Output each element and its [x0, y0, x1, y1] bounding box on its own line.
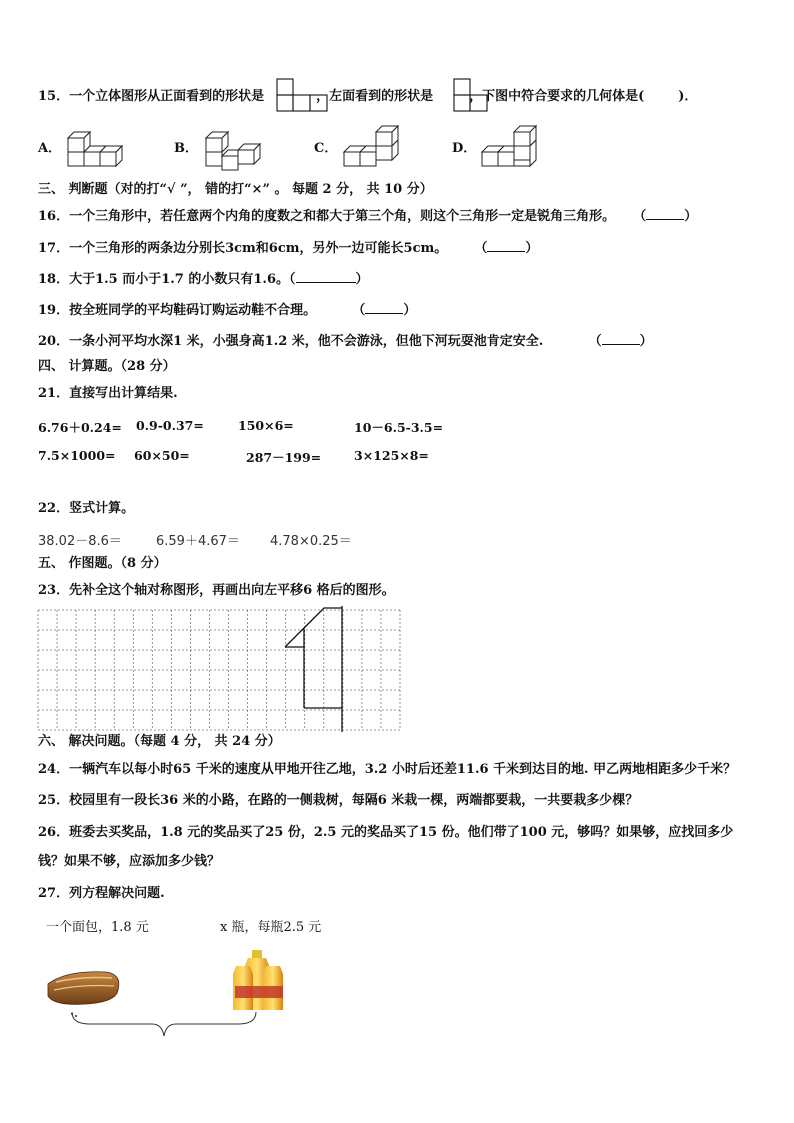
- front-view-figure: [276, 78, 330, 114]
- drawing-grid[interactable]: [38, 606, 400, 732]
- section-4-title: 四、 计算题。（28 分）: [38, 359, 176, 374]
- bottle-price-label: x 瓶，每瓶2.5 元: [220, 920, 322, 935]
- q22-item-1: 38.02－8.6＝: [38, 534, 122, 549]
- q17-line: 17．一个三角形的两条边分别长3cm和6cm，另外一边可能长5cm。 （ ）: [38, 241, 539, 256]
- q25-text: 25．校园里有一段长36 米的小路，在路的一侧栽树，每隔6 米栽一棵，两端都要栽，一共要栽多少棵？: [38, 793, 639, 808]
- section-5-title: 五、 作图题。（8 分）: [38, 556, 167, 571]
- q18-text: 18．大于1.5 而小于1.7 的小数只有1.6。: [38, 272, 289, 287]
- option-c-cubes: [340, 122, 406, 172]
- option-b-label: B．: [174, 141, 198, 156]
- option-b-cubes: [202, 124, 268, 172]
- q15-suffix: ，下图中符合要求的几何体是(: [469, 89, 645, 104]
- q21-item-8: 3×125×8=: [354, 448, 429, 463]
- bread-image: [46, 968, 122, 1008]
- q21-item-1: 6.76＋0.24=: [38, 420, 122, 435]
- q20-text: 20．一条小河平均水深1 米，小强身高1.2 米，他不会游泳，但他下河玩耍池肯定安全.: [38, 334, 544, 349]
- option-a-cubes: [66, 124, 132, 170]
- q15-line: [38, 88, 697, 106]
- q19-line: 19．按全班同学的平均鞋码订购运动鞋不合理。 （ ）: [38, 303, 417, 318]
- q20-answer-blank[interactable]: [602, 332, 640, 345]
- q19-text: 19．按全班同学的平均鞋码订购运动鞋不合理。: [38, 303, 317, 318]
- section-3-title: 三、 判断题（对的打“√ ”， 错的打“×” 。 每题 2 分， 共 10 分）: [38, 182, 433, 197]
- option-a-label: A．: [38, 141, 62, 156]
- side-view-figure: [453, 78, 491, 114]
- q27-text: 27．列方程解决问题.: [38, 886, 165, 901]
- section-6-title: 六、 解决问题。（每题 4 分， 共 24 分）: [38, 734, 281, 749]
- q15-end: )．: [678, 89, 698, 104]
- q22-text: 22．竖式计算。: [38, 501, 135, 516]
- q16-answer-blank[interactable]: [646, 207, 684, 220]
- q26-line-1: 26．班委去买奖品，1.8 元的奖品买了25 份，2.5 元的奖品买了15 份。他们带了100 元，够吗？如果够，应找回多少: [38, 825, 734, 840]
- q21-item-3: 150×6=: [238, 418, 294, 433]
- q21-text: 21．直接写出计算结果.: [38, 386, 178, 401]
- half-figure: [304, 608, 342, 628]
- q18-line: 18．大于1.5 而小于1.7 的小数只有1.6。（ ）: [38, 272, 369, 287]
- q16-text: 16．一个三角形中，若任意两个内角的度数之和都大于第三个角，则这个三角形一定是锐角三角形。: [38, 209, 616, 224]
- bottles-image: [232, 948, 288, 1014]
- q21-item-2: 0.9-0.37=: [136, 418, 204, 433]
- q21-item-6: 60×50=: [134, 448, 190, 463]
- q18-answer-blank[interactable]: [296, 270, 356, 283]
- q21-item-5: 7.5×1000=: [38, 448, 116, 463]
- q21-item-7: 287－199=: [246, 450, 322, 465]
- q23-text: 23．先补全这个轴对称图形，再画出向左平移6 格后的图形。: [38, 583, 395, 598]
- option-d-cubes: [478, 122, 544, 172]
- option-c-label: C．: [314, 141, 338, 156]
- option-d-label: D．: [452, 141, 477, 156]
- q22-item-3: 4.78×0.25＝: [270, 534, 352, 549]
- q22-item-2: 6.59＋4.67＝: [156, 534, 240, 549]
- q17-answer-blank[interactable]: [487, 239, 525, 252]
- q26-line-2: 钱？如果不够，应添加多少钱？: [38, 854, 221, 869]
- q24-text: 24．一辆汽车以每小时65 千米的速度从甲地开往乙地，3.2 小时后还差11.6 千米到达目的地. 甲乙两地相距多少千米？: [38, 762, 737, 777]
- q19-answer-blank[interactable]: [365, 301, 403, 314]
- q16-line: 16．一个三角形中，若任意两个内角的度数之和都大于第三个角，则这个三角形一定是锐角三角形。 （ ）: [38, 209, 698, 224]
- q17-text: 17．一个三角形的两条边分别长3cm和6cm，另外一边可能长5cm。: [38, 241, 448, 256]
- q21-item-4: 10－6.5-3.5=: [354, 420, 444, 435]
- q15-prefix: 15．一个立体图形从正面看到的形状是: [38, 89, 265, 104]
- bread-price-label: 一个面包，1.8 元: [46, 920, 149, 935]
- q15-middle: ，左面看到的形状是: [316, 89, 434, 104]
- brace-connector: [70, 1010, 260, 1040]
- q20-line: 20．一条小河平均水深1 米，小强身高1.2 米，他不会游泳，但他下河玩耍池肯定安全. （ ）: [38, 334, 653, 349]
